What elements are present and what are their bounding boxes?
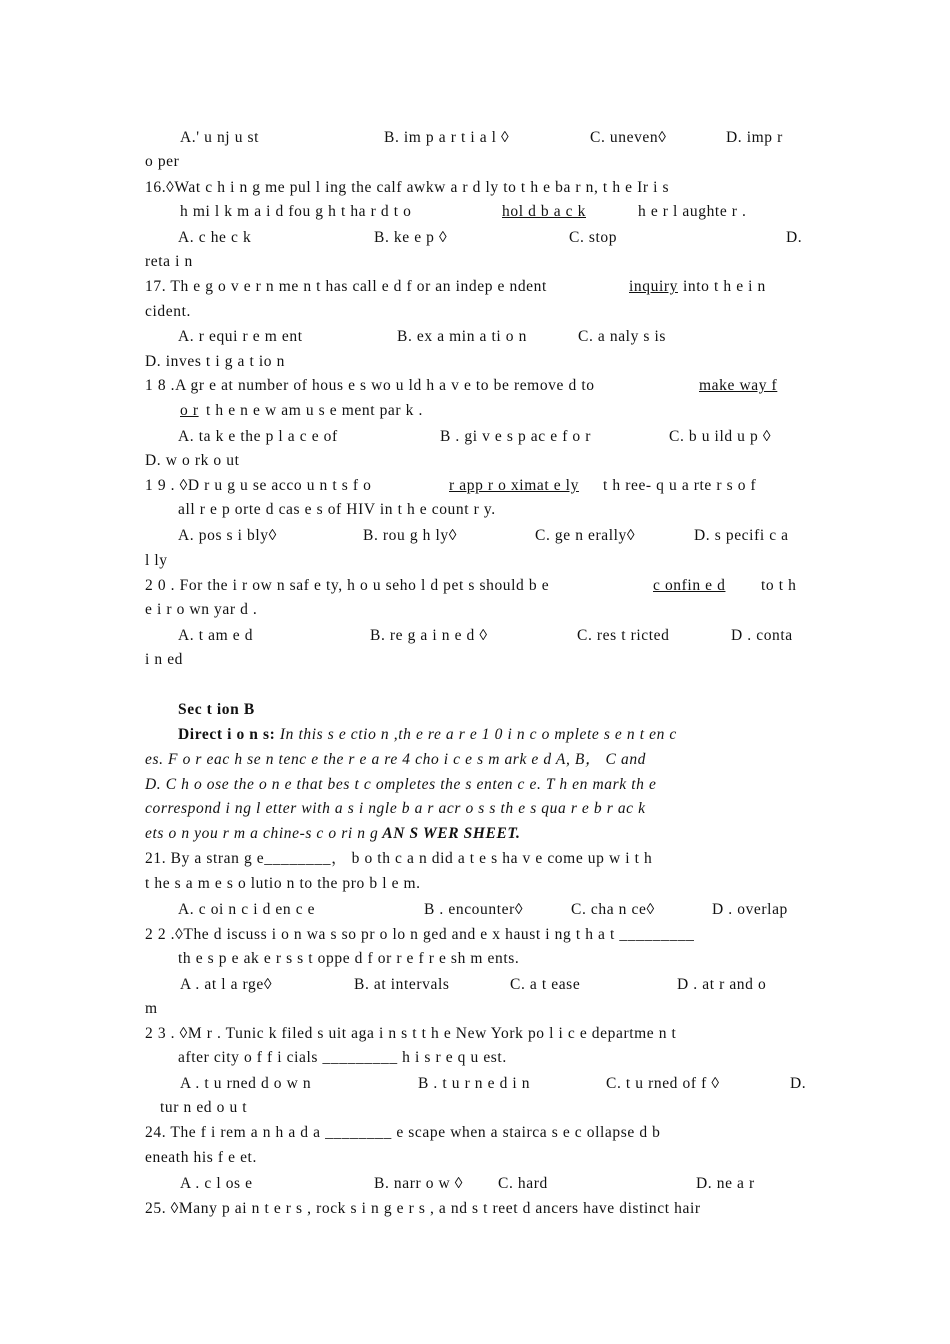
- directions-text: In this s e ctio n ,th e re a r e 1 0 i n c o mplete s e n t en c: [275, 726, 677, 743]
- text-segment: A. ta k e the p l a c e of: [178, 428, 338, 445]
- text-segment: B . encounter◊: [424, 901, 524, 918]
- section-title: Sec t ion B: [178, 701, 255, 718]
- directions-text: Direct i o n s:: [178, 726, 276, 743]
- text-segment: A . t u rned d o w n: [180, 1075, 312, 1092]
- directions-text: es. F o r eac h se n tenc e the r e a re 4 cho i c e s m ark e d A, B， C and: [145, 751, 647, 768]
- text-segment: D. s pecifi c a: [694, 527, 789, 544]
- underlined-phrase: r app r o ximat e ly: [449, 477, 579, 494]
- text-segment: 1 8 .A gr e at number of hous e s wo u ld h a v e to be remove d to: [145, 377, 595, 394]
- text-segment: t h ree- q u a rte r s o f: [603, 477, 757, 494]
- text-segment: e i r o wn yar d .: [145, 601, 258, 618]
- text-segment: m: [145, 1000, 158, 1017]
- text-segment: all r e p orte d cas e s of HIV in t h e count r y.: [178, 501, 496, 518]
- text-segment: A.' u nj u st: [180, 129, 260, 146]
- text-segment: i n ed: [145, 651, 184, 668]
- text-segment: A. pos s i bly◊: [178, 527, 277, 544]
- directions-text: ets o n you r m a chine-s c o ri n g: [145, 825, 379, 842]
- text-segment: tur n ed o u t: [160, 1099, 248, 1116]
- text-segment: B . gi v e s p ac e f o r: [440, 428, 592, 445]
- text-segment: D. inves t i g a t io n: [145, 353, 285, 370]
- text-segment: A. c oi n c i d en c e: [178, 901, 316, 918]
- text-segment: D . conta: [731, 627, 793, 644]
- directions-line: [145, 824, 521, 844]
- text-segment: 21. By a stran g e________， b o th c a n did a t e s ha v e come up w i t h: [145, 850, 653, 867]
- text-segment: C. a t ease: [510, 976, 581, 993]
- text-segment: C. b u ild u p ◊: [669, 428, 772, 445]
- text-segment: C. t u rned of f ◊: [606, 1075, 720, 1092]
- text-segment: h e r l aughte r .: [638, 203, 747, 220]
- text-segment: B. ke e p ◊: [374, 229, 448, 246]
- text-segment: D.: [786, 229, 803, 246]
- text-segment: B. narr o w ◊: [374, 1175, 464, 1192]
- text-segment: l ly: [145, 552, 168, 569]
- text-segment: C. hard: [498, 1175, 548, 1192]
- text-segment: B. im p a r t i a l ◊: [384, 129, 510, 146]
- text-segment: B . t u r n e d i n: [418, 1075, 531, 1092]
- text-segment: C. ge n erally◊: [535, 527, 636, 544]
- text-segment: to t h: [761, 577, 797, 594]
- underlined-phrase: make way f: [699, 377, 778, 394]
- text-segment: 24. The f i rem a n h a d a ________ e scape when a stairca s e c ollapse d b: [145, 1124, 661, 1141]
- directions-line: [145, 799, 646, 819]
- text-segment: A. t am e d: [178, 627, 254, 644]
- text-segment: D. w o rk o ut: [145, 452, 240, 469]
- text-segment: C. a naly s is: [578, 328, 667, 345]
- text-segment: eneath his f e et.: [145, 1149, 257, 1166]
- directions-text: D. C h o ose the o n e that bes t c ompletes the s enten c e. T h en mark th e: [145, 776, 657, 793]
- text-segment: D.: [790, 1075, 807, 1092]
- text-segment: B. at intervals: [354, 976, 450, 993]
- text-segment: reta i n: [145, 253, 193, 270]
- text-segment: o per: [145, 153, 180, 170]
- text-segment: A . at l a rge◊: [180, 976, 273, 993]
- underlined-phrase: c onfin e d: [653, 577, 726, 594]
- text-segment: B. re g a i n e d ◊: [370, 627, 488, 644]
- directions-text: AN S WER SHEET.: [378, 825, 521, 842]
- text-segment: A . c l os e: [180, 1175, 253, 1192]
- text-segment: C. res t ricted: [577, 627, 670, 644]
- text-segment: 2 3 . ◊M r . Tunic k filed s uit aga i n s t t h e New York po l i c e departme n t: [145, 1025, 677, 1042]
- underlined-phrase: hol d b a c k: [502, 203, 586, 220]
- text-segment: 16.◊Wat c h i n g me pul l ing the calf awkw a r d ly to t h e ba r n, t h e Ir i s: [145, 179, 670, 196]
- text-segment: D. ne a r: [696, 1175, 755, 1192]
- text-segment: B. ex a min a ti o n: [397, 328, 527, 345]
- underlined-phrase: inquiry: [629, 278, 678, 295]
- text-segment: 2 2 .◊The d iscuss i o n wa s so pr o lo n ged and e x haust i ng t h a t _________: [145, 926, 695, 943]
- text-segment: h mi l k m a i d fou g h t ha r d t o: [180, 203, 412, 220]
- directions-line: [145, 750, 646, 770]
- underlined-phrase: o r: [180, 402, 199, 419]
- text-segment: C. stop: [569, 229, 618, 246]
- text-segment: into t h e i n: [683, 278, 766, 295]
- text-segment: 2 0 . For the i r ow n saf e ty, h o u seho l d pet s should b e: [145, 577, 550, 594]
- text-segment: t he s a m e s o lutio n to the pro b l e m.: [145, 875, 421, 892]
- text-segment: B. rou g h ly◊: [363, 527, 457, 544]
- directions-line: [145, 775, 656, 795]
- text-segment: 17. Th e g o v e r n me n t has call e d f or an indep e ndent: [145, 278, 547, 295]
- text-segment: D . overlap: [712, 901, 788, 918]
- text-segment: cident.: [145, 303, 191, 320]
- text-segment: after city o f f i cials _________ h i s r e q u est.: [178, 1049, 507, 1066]
- text-segment: th e s p e ak e r s s t oppe d f or r e f r e sh m ents.: [178, 950, 520, 967]
- directions-line: [178, 725, 677, 745]
- text-segment: 25. ◊Many p ai n t e r s , rock s i n g e r s , a nd s t reet d ancers have distinct hair: [145, 1200, 701, 1217]
- text-segment: A. r equi r e m ent: [178, 328, 303, 345]
- text-segment: C. cha n ce◊: [571, 901, 655, 918]
- text-segment: t h e n e w am u s e ment par k .: [206, 402, 423, 419]
- text-segment: 1 9 . ◊D r u g u se acco u n t s f o: [145, 477, 372, 494]
- text-segment: A. c he c k: [178, 229, 252, 246]
- text-segment: D . at r and o: [677, 976, 767, 993]
- text-segment: C. uneven◊: [590, 129, 667, 146]
- directions-text: correspond i ng l etter with a s i ngle b a r acr o s s th e s qua r e b r ac k: [145, 800, 646, 817]
- text-segment: D. imp r: [726, 129, 783, 146]
